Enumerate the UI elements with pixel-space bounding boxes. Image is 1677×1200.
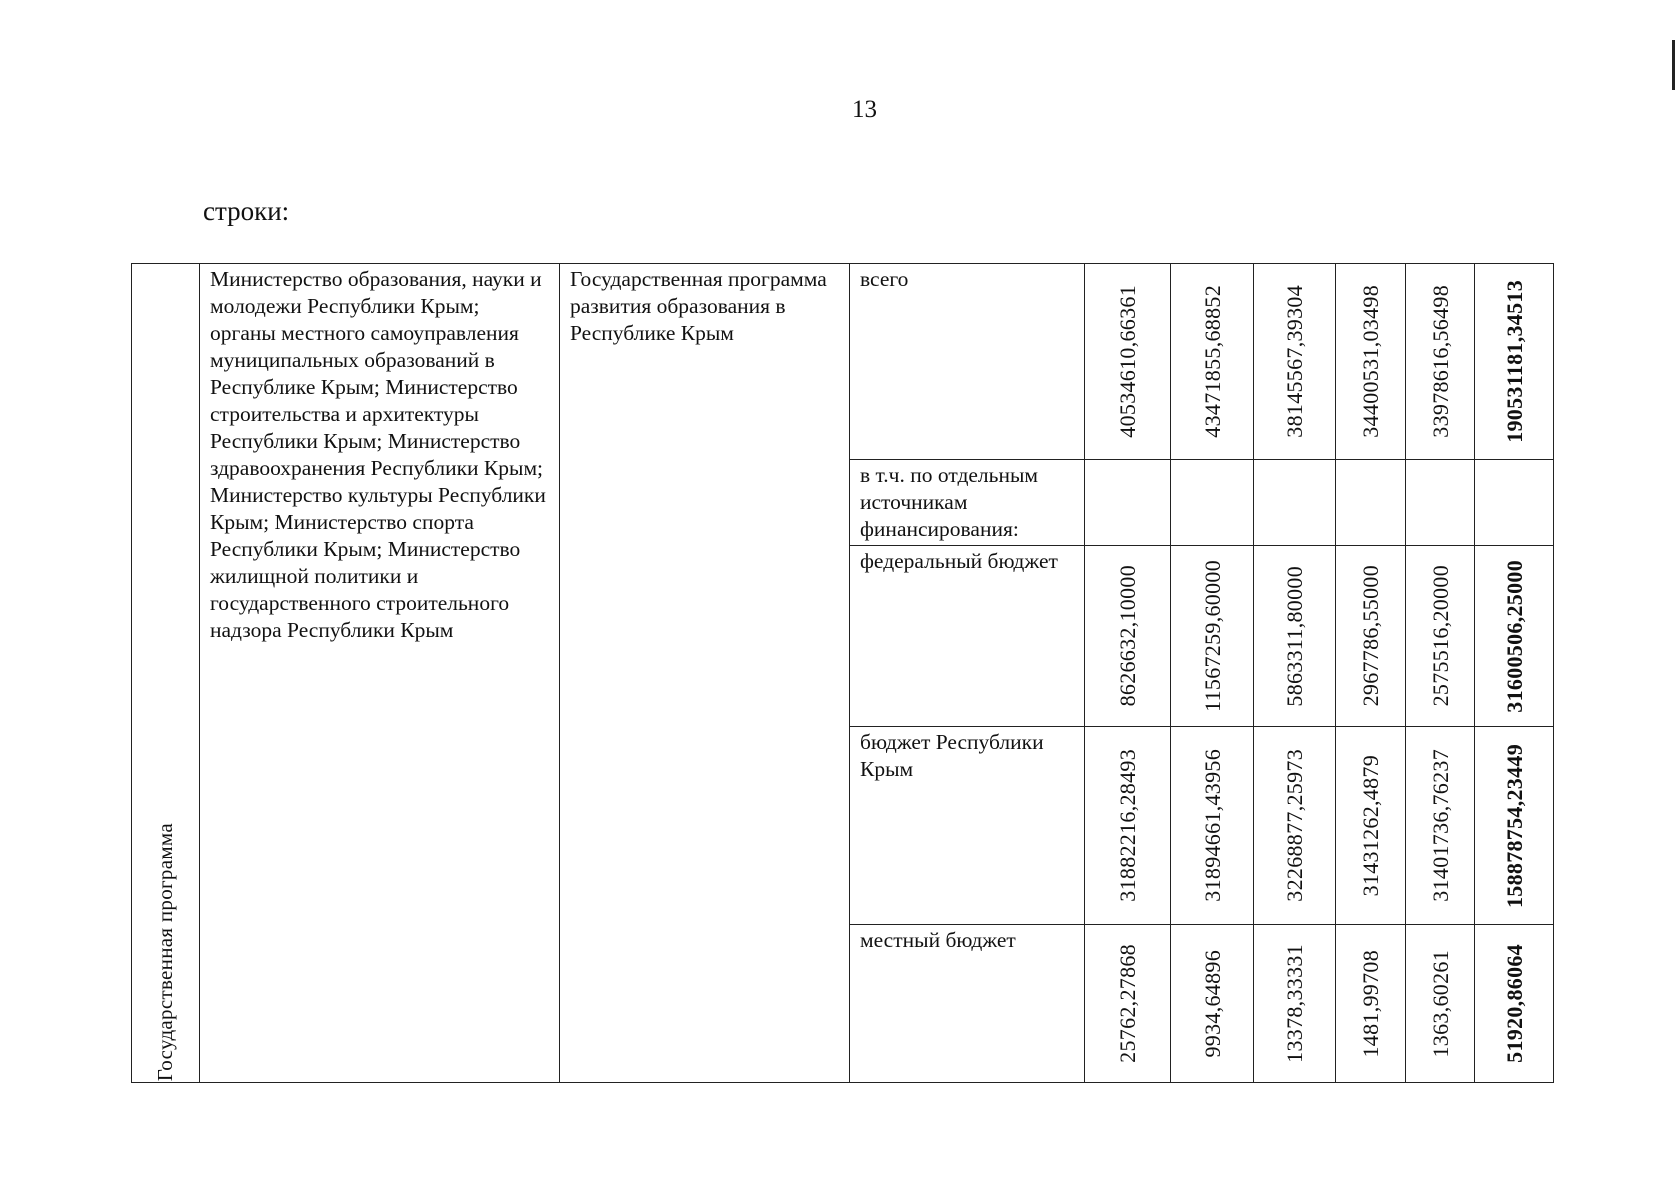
value-cell: 2575516,20000 <box>1406 546 1475 727</box>
empty-cell <box>1254 460 1336 546</box>
row-label: в т.ч. по отдельным источникам финансирования: <box>850 460 1085 546</box>
row-label: бюджет Республики Крым <box>850 727 1085 925</box>
value-cell: 13378,33331 <box>1254 925 1336 1083</box>
value-cell: 25762,27868 <box>1085 925 1171 1083</box>
empty-cell <box>1475 460 1554 546</box>
value-cell: 40534610,66361 <box>1085 264 1171 460</box>
budget-table <box>131 263 1554 1083</box>
empty-cell <box>1171 460 1254 546</box>
value-cell: 9934,64896 <box>1171 925 1254 1083</box>
value-cell: 1363,60261 <box>1406 925 1475 1083</box>
value-cell: 43471855,68852 <box>1171 264 1254 460</box>
row-label: федеральный бюджет <box>850 546 1085 727</box>
value-cell: 32268877,25973 <box>1254 727 1336 925</box>
value-cell: 34400531,03498 <box>1336 264 1406 460</box>
program-name-cell: Государственная программа развития образования в Республике Крым <box>560 264 850 1083</box>
value-cell: 5863311,80000 <box>1254 546 1336 727</box>
total-cell: 158878754,23449 <box>1475 727 1554 925</box>
value-cell: 31894661,43956 <box>1171 727 1254 925</box>
page-number: 13 <box>852 96 877 123</box>
scan-edge-mark <box>1672 40 1675 90</box>
value-cell: 2967786,55000 <box>1336 546 1406 727</box>
row-label: местный бюджет <box>850 925 1085 1083</box>
table-row-total <box>132 264 1554 460</box>
total-cell: 51920,86064 <box>1475 925 1554 1083</box>
empty-cell <box>1085 460 1171 546</box>
total-cell: 31600506,25000 <box>1475 546 1554 727</box>
value-cell: 31431262,4879 <box>1336 727 1406 925</box>
empty-cell <box>1406 460 1475 546</box>
row-label: всего <box>850 264 1085 460</box>
value-cell: 1481,99708 <box>1336 925 1406 1083</box>
caption-text: строки: <box>203 196 290 226</box>
total-cell: 190531181,34513 <box>1475 264 1554 460</box>
value-cell: 38145567,39304 <box>1254 264 1336 460</box>
program-type-cell <box>132 264 200 1083</box>
value-cell: 31882216,28493 <box>1085 727 1171 925</box>
program-type-label: Государственная программа <box>153 822 177 1081</box>
value-cell: 33978616,56498 <box>1406 264 1475 460</box>
value-cell: 11567259,60000 <box>1171 546 1254 727</box>
executors-cell: Министерство образования, науки и молодежи Республики Крым; органы местного самоуправления муниципальных образований в Республике Крым; Министерство строительства и архитектуры Республики Крым; Министерство здравоохранения Республики Крым; Министерство культуры Республики Крым; Министерство спорта Республики Крым; Министерство жилищной политики и государственного строительного надзора Республики Крым <box>200 264 560 1083</box>
value-cell: 8626632,10000 <box>1085 546 1171 727</box>
empty-cell <box>1336 460 1406 546</box>
value-cell: 31401736,76237 <box>1406 727 1475 925</box>
